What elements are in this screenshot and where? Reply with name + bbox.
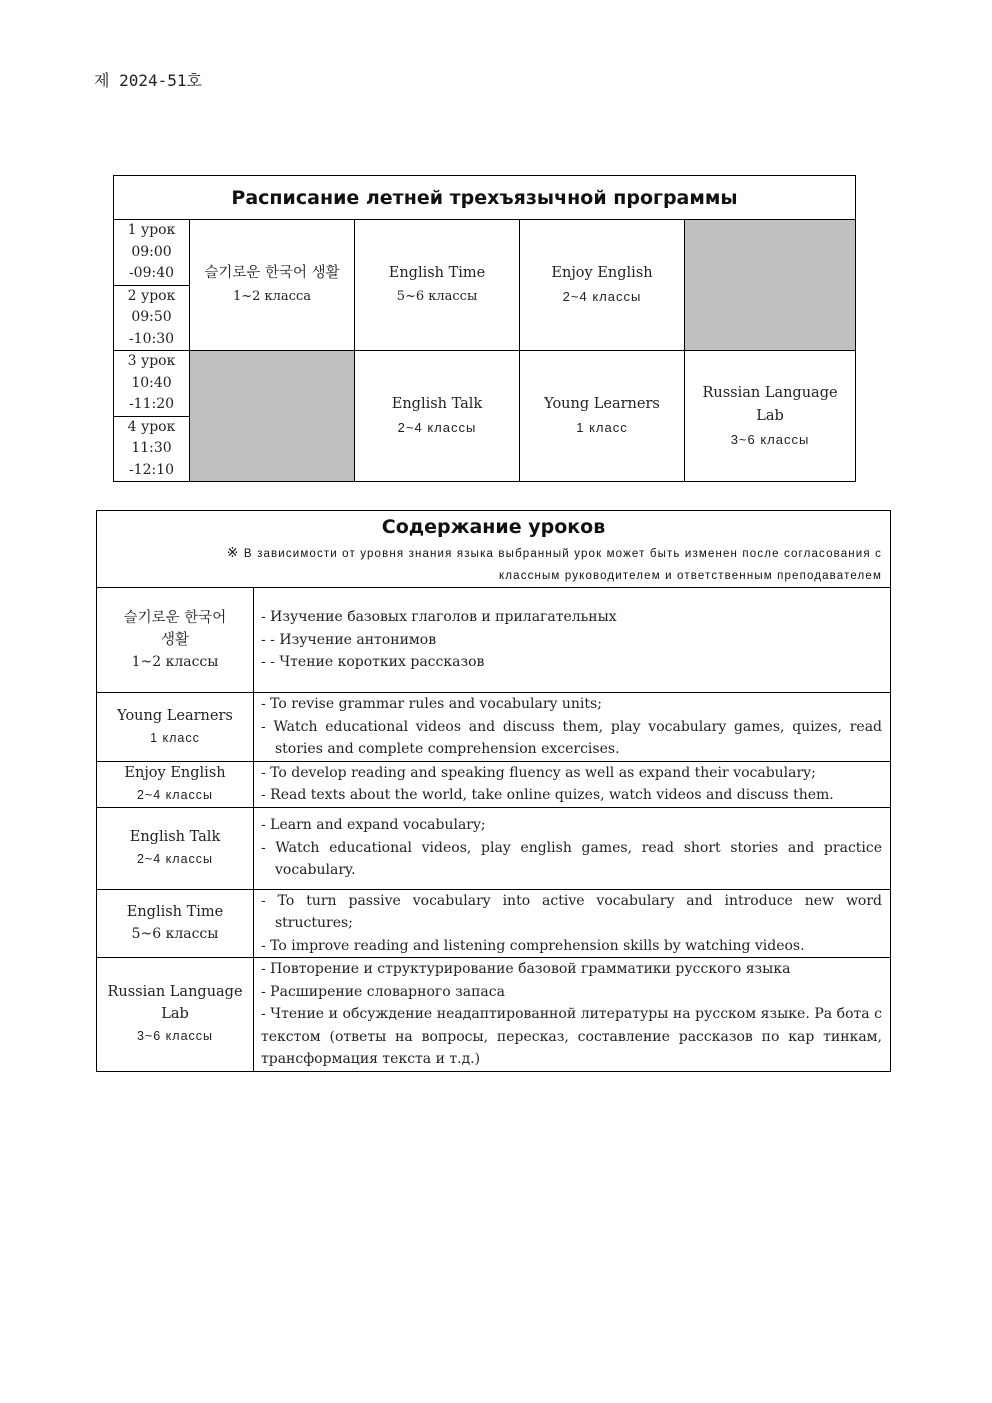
lesson-end: -10:30	[128, 330, 175, 347]
course-name: Enjoy English	[551, 265, 653, 281]
course-grade: 2~4 классы	[136, 788, 213, 802]
course-name-cell	[97, 761, 254, 807]
lesson-start: 09:50	[131, 309, 172, 325]
content-row	[97, 588, 891, 693]
note-text: классным руководителем и ответственным преподавателем	[498, 570, 883, 582]
course-name: Russian Language	[107, 984, 243, 1001]
lesson-start: 09:00	[131, 243, 172, 260]
schedule-cell-english-talk	[355, 351, 520, 482]
course-grade: 1 класс	[150, 730, 200, 745]
course-name: Enjoy English	[124, 765, 226, 781]
course-description	[254, 958, 891, 1072]
description-item: - To improve reading and listening comprehension skills by watching videos.	[261, 937, 805, 954]
content-row	[97, 761, 891, 807]
course-name-cell	[97, 588, 254, 693]
description-item: - Расширение словарного запаса	[261, 983, 505, 1000]
description-item: - Watch educational videos and discuss them, play vocabulary games, quizes, read stories and complete comprehension excercises.	[261, 718, 883, 757]
course-grade: 3~6 классы	[136, 1029, 213, 1044]
course-description	[254, 693, 891, 762]
course-name: 슬기로운 한국어	[123, 610, 227, 626]
content-row	[97, 807, 891, 889]
time-slot-4	[114, 416, 190, 482]
course-name: Russian Language Lab	[702, 384, 838, 424]
content-row	[97, 693, 891, 762]
content-row	[97, 958, 891, 1072]
description-item: - - Чтение коротких рассказов	[261, 654, 485, 670]
course-grade: 2~4 классы	[562, 289, 642, 304]
lesson-label: 1 урок	[127, 222, 176, 238]
time-slot-3	[114, 351, 190, 417]
content-row	[97, 889, 891, 958]
lesson-start: 10:40	[131, 374, 172, 391]
schedule-title: Расписание летней трехъязычной программы	[114, 176, 856, 220]
course-name: 생활	[160, 632, 189, 648]
course-name: English Time	[388, 265, 486, 281]
schedule-cell-empty	[190, 351, 355, 482]
description-item: - To turn passive vocabulary into active vocabulary and introduce new word structures;	[261, 892, 883, 931]
description-item: - Read texts about the world, take online quizes, watch videos and discuss them.	[261, 787, 834, 803]
description-item: - Чтение и обсуждение неадаптированной литературы на русском языке. Ра бота с текстом (ответы на вопросы, пересказ, составление рассказов по кар тинкам, трансформация текста и т.д.)	[261, 1006, 883, 1067]
course-grade: 5~6 классы	[396, 289, 478, 304]
content-note	[97, 541, 891, 588]
schedule-cell-empty	[685, 220, 856, 351]
description-item: - Повторение и структурирование базовой грамматики русского языка	[261, 961, 791, 977]
course-description	[254, 761, 891, 807]
course-grade: 1~2 классы	[131, 654, 219, 670]
lesson-end: -09:40	[128, 265, 175, 281]
course-name: Young Learners	[117, 707, 233, 724]
course-name: Lab	[161, 1006, 189, 1023]
course-description	[254, 807, 891, 889]
description-item: - Изучение базовых глаголов и прилагательных	[261, 609, 617, 625]
note-text: В зависимости от уровня знания языка выбранный урок может быть изменен после согласования с	[243, 548, 883, 560]
course-name: Young Learners	[544, 396, 660, 412]
content-table	[96, 510, 891, 1072]
course-name-cell	[97, 807, 254, 889]
description-item: - Learn and expand vocabulary;	[261, 817, 486, 834]
lesson-label: 4 урок	[127, 418, 176, 435]
course-name: English Time	[126, 904, 224, 921]
course-name: English Talk	[129, 829, 221, 845]
course-grade: 1~2 класса	[232, 289, 311, 304]
course-grade: 2~4 классы	[136, 852, 213, 866]
course-name: 슬기로운 한국어 생활	[204, 265, 340, 281]
schedule-cell-korean	[190, 220, 355, 351]
description-item: - To develop reading and speaking fluency as well as expand their vocabulary;	[261, 764, 816, 781]
schedule-cell-russian-lab	[685, 351, 856, 482]
schedule-table	[113, 175, 856, 482]
schedule-cell-young-learners	[520, 351, 685, 482]
course-grade: 2~4 классы	[397, 420, 477, 435]
lesson-end: -12:10	[128, 461, 175, 478]
lesson-label: 3 урок	[127, 353, 176, 369]
description-item: - To revise grammar rules and vocabulary units;	[261, 696, 602, 712]
course-name-cell	[97, 693, 254, 762]
reference-mark-icon: ※	[226, 544, 240, 560]
lesson-end: -11:20	[128, 396, 175, 412]
course-grade: 1 класс	[576, 420, 628, 435]
course-name-cell	[97, 889, 254, 958]
course-name-cell	[97, 958, 254, 1072]
course-description	[254, 588, 891, 693]
document-number: 제 2024-51호	[94, 71, 202, 90]
schedule-cell-enjoy-english	[520, 220, 685, 351]
time-slot-1	[114, 220, 190, 286]
description-item: - - Изучение антонимов	[261, 631, 437, 648]
lesson-start: 11:30	[131, 440, 172, 456]
course-grade: 3~6 классы	[730, 431, 810, 447]
content-title: Содержание уроков	[97, 511, 891, 542]
time-slot-2	[114, 285, 190, 351]
lesson-label: 2 урок	[127, 287, 176, 304]
course-name: English Talk	[391, 396, 483, 412]
description-item: - Watch educational videos, play english games, read short stories and practice vocabulary.	[261, 839, 883, 879]
schedule-cell-english-time	[355, 220, 520, 351]
course-grade: 5~6 классы	[131, 926, 219, 943]
course-description	[254, 889, 891, 958]
